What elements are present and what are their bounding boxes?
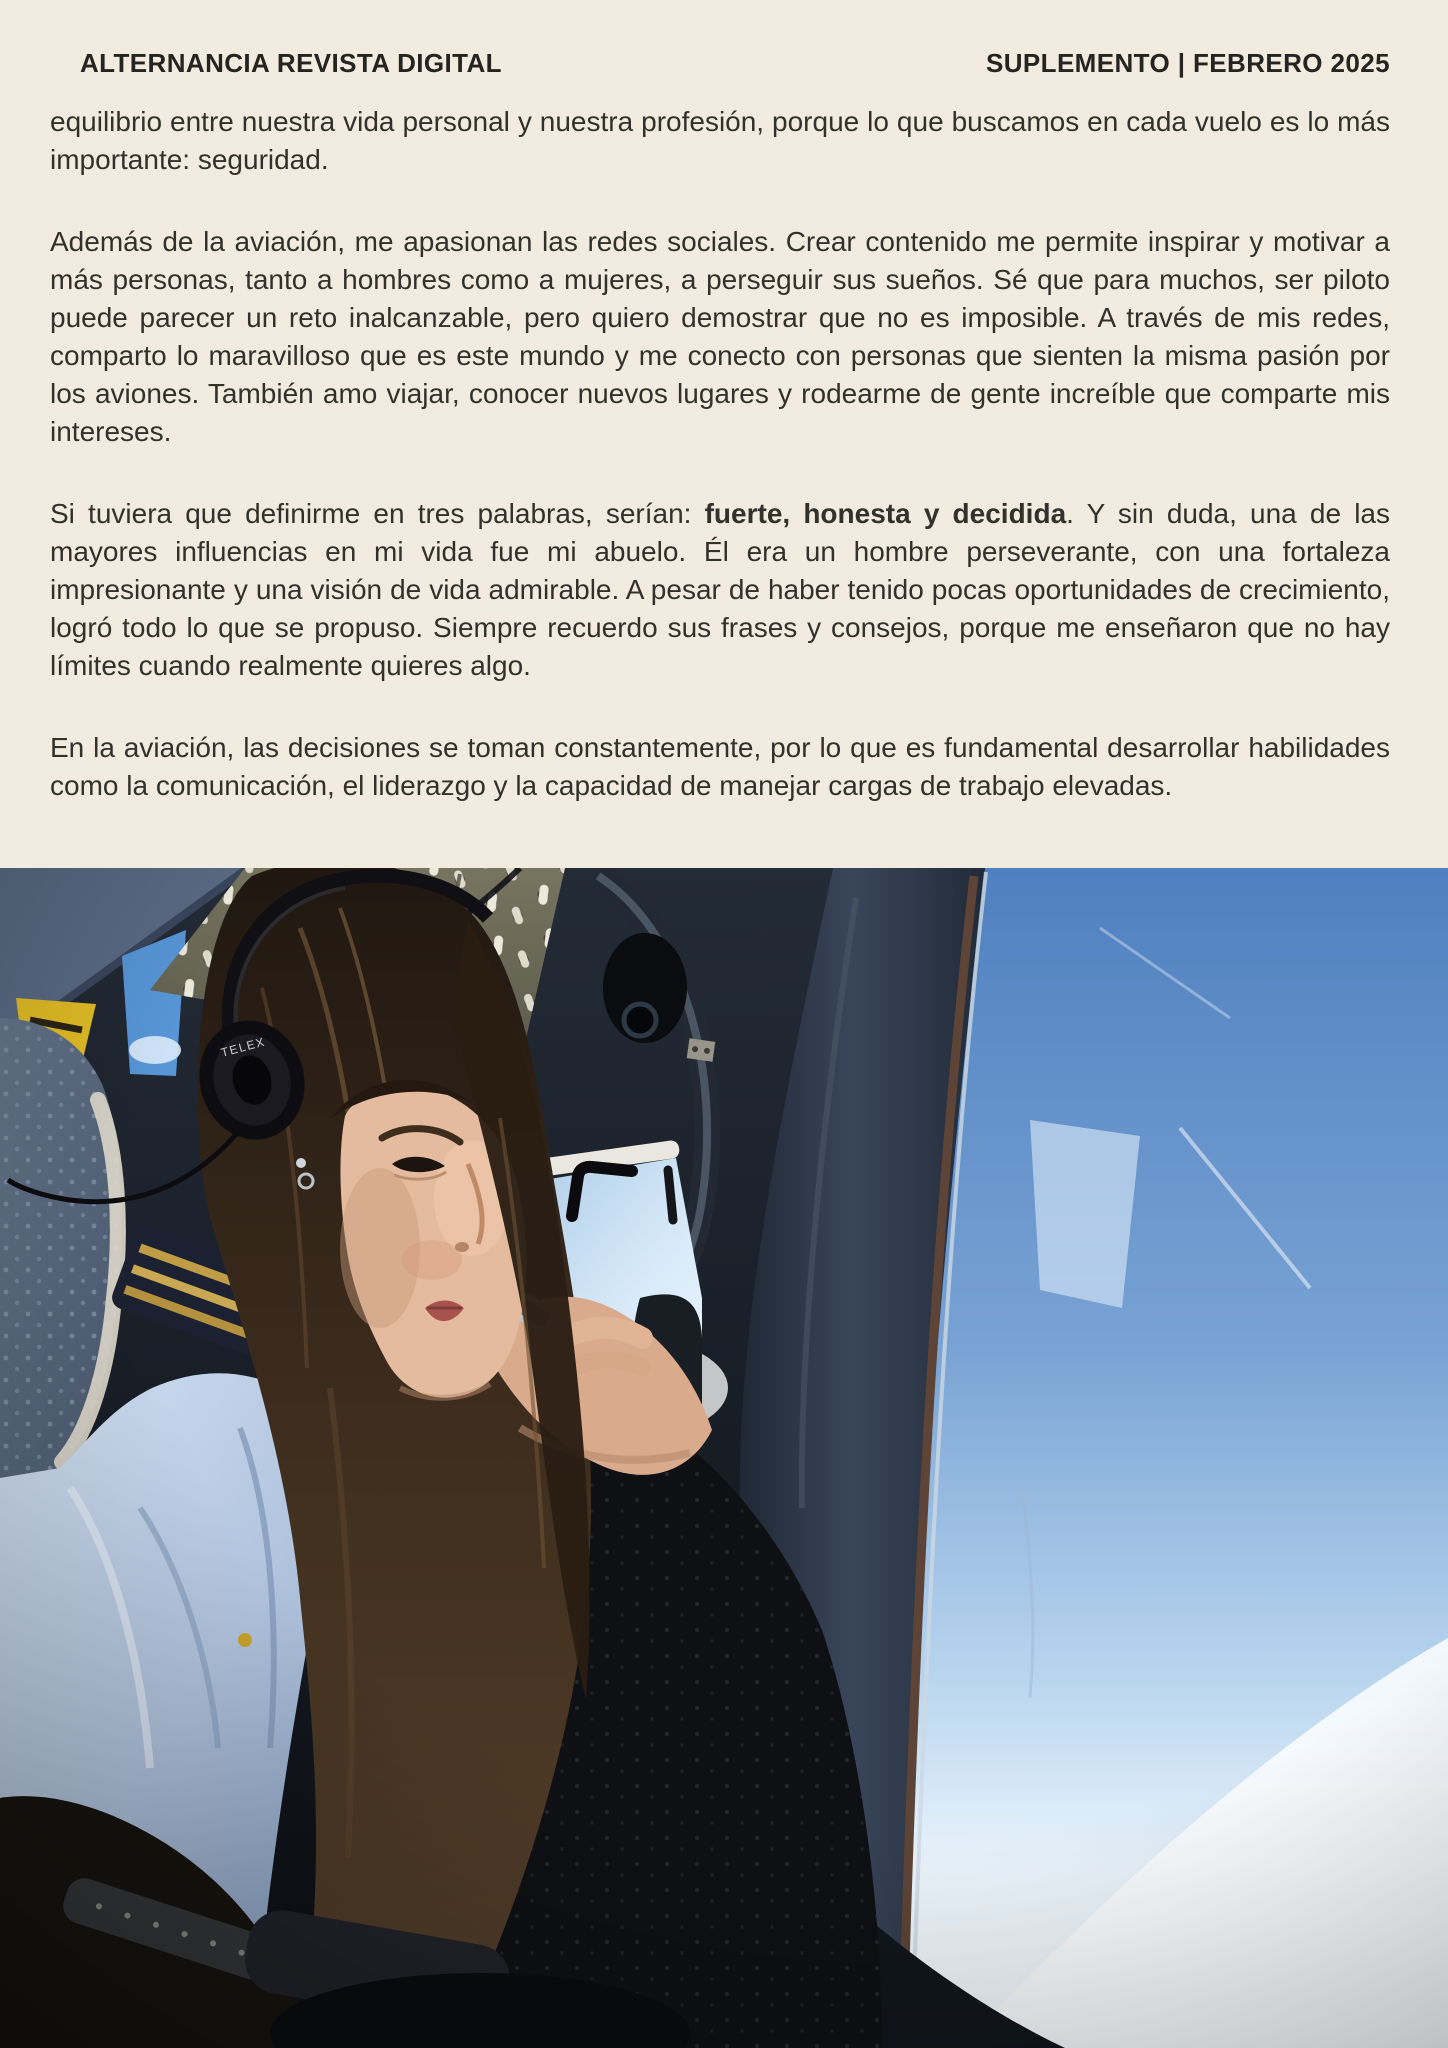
issue-label: SUPLEMENTO | FEBRERO 2025 [986,48,1390,78]
article-body [0,79,1448,805]
magazine-title: ALTERNANCIA REVISTA DIGITAL [80,48,502,78]
p3-bold-words: fuerte, honesta y decidida [704,498,1067,529]
paragraph-decisions: En la aviación, las decisiones se toman constantemente, por lo que es fundamental desarrollar habilidades como la comunicación, el liderazgo y la capacidad de manejar cargas de trabajo elevadas. [50,732,1390,801]
cockpit-photo-art [0,868,1448,2048]
photo-vignette [0,868,1448,2048]
page-header [0,0,1448,79]
paragraph-social-media: Además de la aviación, me apasionan las redes sociales. Crear contenido me permite inspirar y motivar a más personas, tanto a hombres como a mujeres, a perseguir sus sueños. Sé que para muchos, ser piloto puede parecer un reto inalcanzable, pero quiero demostrar que no es imposible. A través de mis redes, comparto lo maravilloso que es este mundo y me conecto con personas que sienten la misma pasión por los aviones. También amo viajar, conocer nuevos lugares y rodearme de gente increíble que comparte mis intereses. [50,226,1390,447]
p3-rest: . Y sin duda, una de las mayores influencias en mi vida fue mi abuelo. Él era un hombre perseverante, con una fortaleza impresionante y una visión de vida admirable. A pesar de haber tenido pocas oportunidades de crecimiento, logró todo lo que se propuso. Siempre recuerdo sus frases y consejos, porque me enseñaron que no hay límites cuando realmente quieres algo. [50,498,1390,681]
paragraph-continuation: equilibrio entre nuestra vida personal y nuestra profesión, porque lo que buscamos en cada vuelo es lo más importante: seguridad. [50,106,1390,175]
cockpit-photo [0,868,1448,2048]
paragraph-three-words [50,495,1390,685]
p3-lead: Si tuviera que definirme en tres palabras, serían: [50,498,705,529]
